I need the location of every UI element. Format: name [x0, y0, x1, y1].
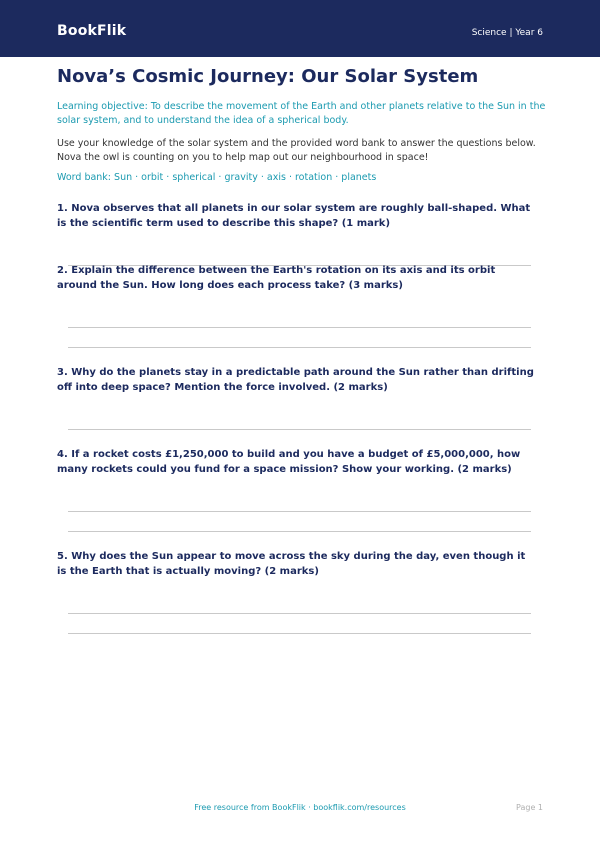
answer-line[interactable]	[68, 327, 531, 328]
answer-line[interactable]	[68, 347, 531, 348]
page-title: Nova’s Cosmic Journey: Our Solar System	[57, 66, 479, 87]
answer-line[interactable]	[68, 633, 531, 634]
question-4: 4. If a rocket costs £1,250,000 to build and you have a budget of £5,000,000, how many rockets could you fund for a space mission? Show your working. (2 marks)	[57, 449, 521, 475]
question-3: 3. Why do the planets stay in a predictable path around the Sun rather than drifting off into deep space? Mention the force involved. (2 marks)	[57, 367, 534, 393]
answer-line[interactable]	[68, 613, 531, 614]
subject-label: Science | Year 6	[471, 28, 543, 38]
learning-objective: Learning objective: To describe the movement of the Earth and other planets relative to the Sun in the solar system, and to understand the idea of a spherical body.	[57, 101, 546, 126]
word-bank: Word bank: Sun · orbit · spherical · gravity · axis · rotation · planets	[57, 172, 377, 183]
header-bar	[0, 0, 600, 57]
intro-text: Use your knowledge of the solar system and the provided word bank to answer the questions below. Nova the owl is counting on you to help map out our neighbourhood in space!	[57, 138, 536, 163]
answer-line[interactable]	[68, 531, 531, 532]
brand-logo: BookFlik	[57, 23, 127, 39]
footer-credit[interactable]: Free resource from BookFlik · bookflik.com/resources	[194, 803, 406, 812]
page-number: Page 1	[516, 803, 543, 812]
answer-line[interactable]	[68, 429, 531, 430]
question-2: 2. Explain the difference between the Earth's rotation on its axis and its orbit around the Sun. How long does each process take? (3 marks)	[57, 265, 496, 291]
question-1: 1. Nova observes that all planets in our solar system are roughly ball-shaped. What is the scientific term used to describe this shape? (1 mark)	[57, 203, 531, 229]
question-5: 5. Why does the Sun appear to move across the sky during the day, even though it is the Earth that is actually moving? (2 marks)	[57, 551, 526, 577]
answer-line[interactable]	[68, 511, 531, 512]
